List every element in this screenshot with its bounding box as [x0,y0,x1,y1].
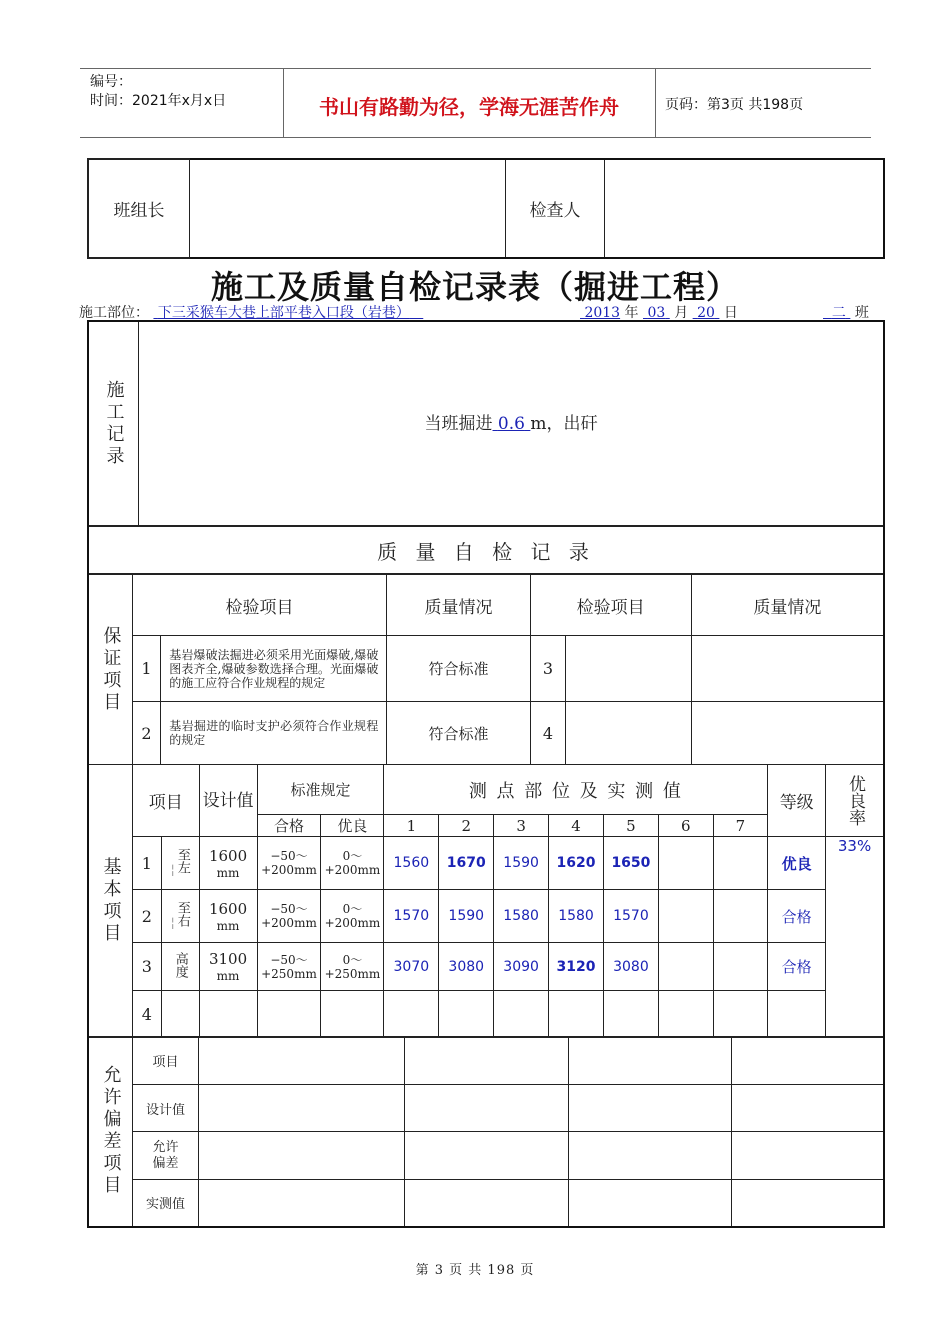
col-design: 设计值 [199,765,257,837]
location-line [79,302,423,322]
measure-value [439,991,494,1038]
guarantee-row [88,636,884,702]
col-item2-header: 检验项目 [530,575,691,636]
point-1: 1 [384,815,439,837]
guarantee-text: 基岩爆破法掘进必须采用光面爆破,爆破图表齐全,爆破参数选择合理。光面爆破的施工应符合作业规程的规定 [161,636,387,702]
tolerance-cell [732,1132,885,1180]
tolerance-cell [199,1085,405,1132]
basic-no: 3 [132,943,161,991]
guarantee-quality: 符合标准 [387,636,530,702]
measure-value [658,890,713,943]
col-rate: 优良率 [826,765,884,837]
sign-table [87,158,885,259]
guarantee-text: 基岩掘进的临时支护必须符合作业规程的规定 [161,702,387,765]
construction-text: 当班掘进 0.6 m，出矸 [139,321,885,526]
measure-value: 3120 [549,943,604,991]
measure-value: 3080 [439,943,494,991]
point-7: 7 [713,815,768,837]
date-line [580,302,738,322]
date-year: 2013 [584,305,621,321]
date-day-label: 日 [723,305,738,321]
tolerance-cell [569,1037,732,1085]
basic-item: ¦至右 [161,890,199,943]
page-header [80,68,871,138]
measure-value: 1560 [384,837,439,890]
tolerance-label: 允许偏差项目 [100,1065,122,1198]
guarantee-quality: 符合标准 [387,702,530,765]
measure-value: 1580 [494,890,549,943]
basic-table [87,764,885,1038]
tolerance-cell [569,1132,732,1180]
tolerance-row-label: 设计值 [133,1085,199,1132]
measure-value: 1650 [603,837,658,890]
col-quality2-header: 质量情况 [691,575,884,636]
basic-excellent: 0～+200mm [321,837,384,890]
tolerance-row-label: 允许偏差 [133,1132,199,1180]
basic-row [88,943,884,991]
tolerance-cell [732,1180,885,1227]
location-label: 施工部位： [79,305,149,321]
col-item-header: 检验项目 [132,575,387,636]
header-motto: 书山有路勤为径，学海无涯苦作舟 [319,95,619,119]
tolerance-cell [405,1085,569,1132]
basic-no: 4 [132,991,161,1038]
col-item: 项目 [132,765,199,837]
guarantee-no: 2 [132,702,161,765]
date-year-label: 年 [624,305,639,321]
basic-design: 1600 mm [199,890,257,943]
guarantee-no: 1 [132,636,161,702]
date-month: 03 [647,305,666,321]
tolerance-cell [199,1180,405,1227]
basic-no: 1 [132,837,161,890]
quality-title: 质 量 自 检 记 录 [88,527,884,574]
basic-label: 基本项目 [100,857,122,945]
basic-pass: −50～+250mm [257,943,321,991]
basic-grade: 合格 [768,890,826,943]
basic-grade: 优良 [768,837,826,890]
shift-label: 班 [854,305,869,321]
basic-item [161,991,199,1038]
guarantee-text2 [566,636,691,702]
basic-design: 3100 mm [199,943,257,991]
tolerance-row-label: 项目 [133,1037,199,1085]
basic-pass: −50～+200mm [257,890,321,943]
col-excellent: 优良 [321,815,384,837]
guarantee-text2 [566,702,691,765]
basic-design [199,991,257,1038]
measure-value [658,943,713,991]
col-standard: 标准规定 [257,765,384,815]
guarantee-no2: 3 [530,636,566,702]
measure-value [603,991,658,1038]
header-meta [90,73,226,111]
measure-value [713,991,768,1038]
measure-value [713,837,768,890]
tolerance-cell [199,1037,405,1085]
measure-value: 1570 [384,890,439,943]
basic-pass: −50～+200mm [257,837,321,890]
construction-label-cell [88,321,139,526]
inspector-value[interactable] [605,159,885,258]
construction-label: 施工记录 [103,379,125,468]
basic-row [88,837,884,890]
advance-value: 0.6 [497,414,525,434]
guarantee-row [88,702,884,765]
location-value: 下三采猴车大巷上部平巷入口段（岩巷） [157,305,410,321]
measure-value: 1580 [549,890,604,943]
tolerance-row-label: 实测值 [133,1180,199,1227]
point-3: 3 [494,815,549,837]
basic-grade [768,991,826,1038]
tolerance-cell [405,1180,569,1227]
guarantee-label: 保证项目 [100,625,122,714]
construction-record [87,320,885,526]
measure-value: 1590 [494,837,549,890]
guarantee-quality2 [691,702,884,765]
shift-value: 二 [831,305,846,321]
basic-no: 2 [132,890,161,943]
basic-row [88,890,884,943]
header-divider [655,69,656,137]
tolerance-cell [732,1085,885,1132]
point-4: 4 [549,815,604,837]
inspector-label: 检查人 [506,159,605,258]
measure-value [658,991,713,1038]
basic-design: 1600 mm [199,837,257,890]
guarantee-table [87,574,885,765]
col-measure: 测 点 部 位 及 实 测 值 [384,765,768,815]
measure-value [549,991,604,1038]
basic-excellent [321,991,384,1038]
header-page-label: 页码：第3页 共198页 [665,97,804,113]
measure-value [384,991,439,1038]
tolerance-cell [569,1180,732,1227]
measure-value [494,991,549,1038]
tolerance-cell [405,1037,569,1085]
basic-item: ¦至左 [161,837,199,890]
basic-excellent: 0～+250mm [321,943,384,991]
col-grade: 等级 [768,765,826,837]
point-2: 2 [439,815,494,837]
basic-label-cell [88,765,132,1038]
basic-item: 高度 [161,943,199,991]
measure-value: 1620 [549,837,604,890]
page-footer: 第 3 页 共 198 页 [415,1263,535,1278]
tolerance-table [87,1036,885,1228]
measure-value: 3090 [494,943,549,991]
quality-title-row [87,526,885,574]
measure-value [658,837,713,890]
point-5: 5 [603,815,658,837]
guarantee-quality2 [691,636,884,702]
basic-row [88,991,884,1038]
time-label: 时间：2021年x月x日 [90,93,227,109]
measure-value: 1670 [439,837,494,890]
basic-grade: 合格 [768,943,826,991]
leader-label: 班组长 [88,159,190,258]
col-quality-header: 质量情况 [387,575,530,636]
measure-value [713,890,768,943]
measure-value: 3070 [384,943,439,991]
form-title: 施工及质量自检记录表（掘进工程） [210,268,739,306]
basic-rate: 33% [826,837,884,1038]
basic-pass [257,991,321,1038]
tolerance-cell [569,1085,732,1132]
date-month-label: 月 [674,305,689,321]
tolerance-cell [199,1132,405,1180]
basic-excellent: 0～+200mm [321,890,384,943]
guarantee-label-cell [88,575,132,765]
number-label: 编号： [90,74,132,90]
guarantee-no2: 4 [530,702,566,765]
tolerance-label-cell [88,1037,133,1227]
tolerance-cell [732,1037,885,1085]
tolerance-cell [405,1132,569,1180]
measure-value: 3080 [603,943,658,991]
point-6: 6 [658,815,713,837]
col-pass: 合格 [257,815,321,837]
leader-value[interactable] [190,159,506,258]
measure-value [713,943,768,991]
measure-value: 1590 [439,890,494,943]
measure-value: 1570 [603,890,658,943]
shift-line [823,302,869,322]
date-day: 20 [697,305,715,321]
